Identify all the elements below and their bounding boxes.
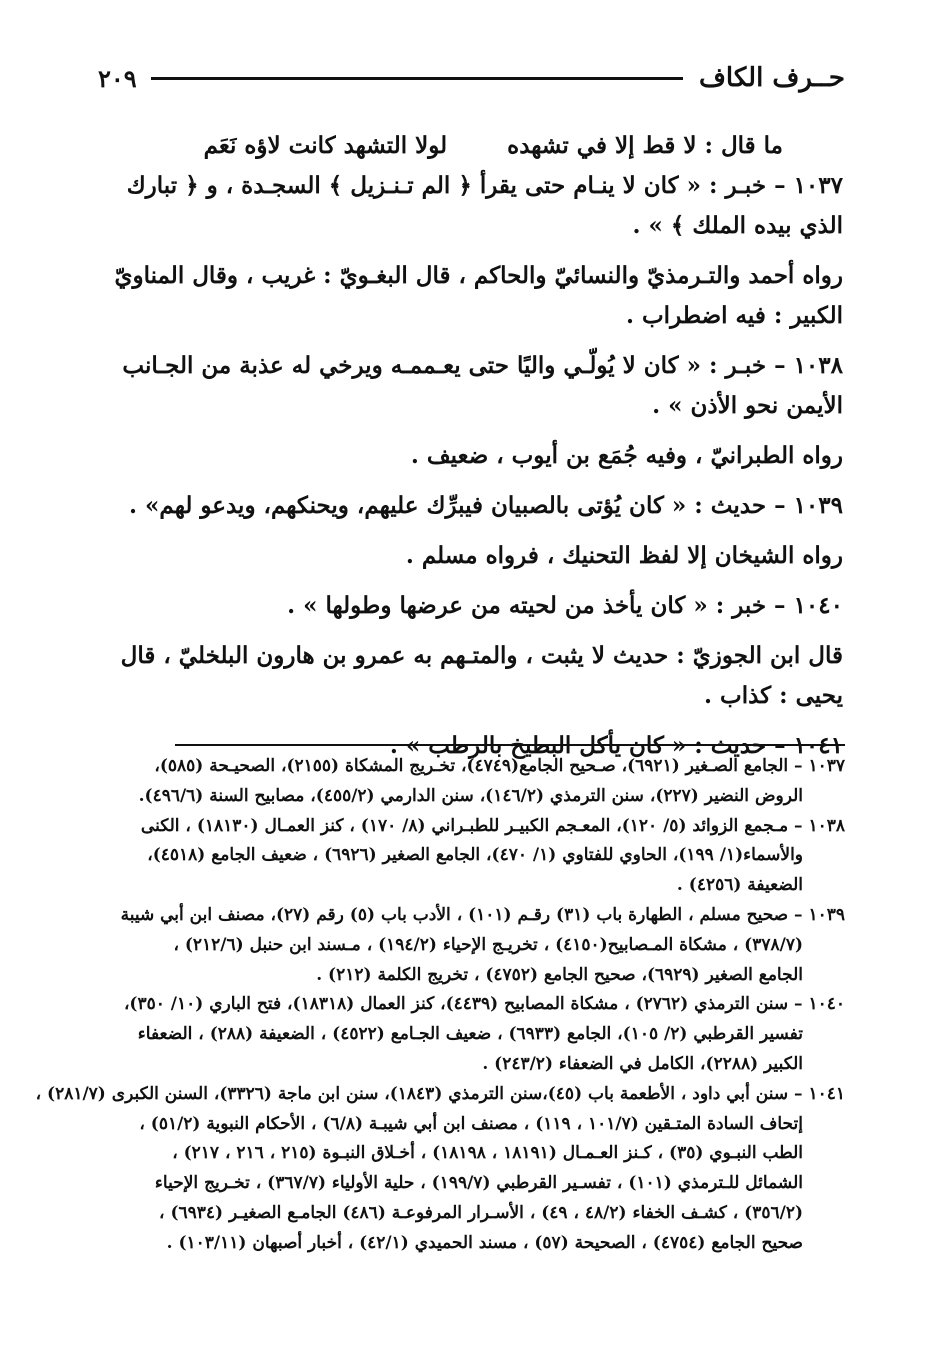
commentary-1039: رواه الشيخان إلا لفظ التحنيك ، فرواه مسلم .: [405, 542, 843, 569]
hadith-1038-line-2: الأيمن نحو الأذن » .: [652, 392, 843, 419]
hadith-1040: ١٠٤٠ – خبر : « كان يأخذ من لحيته من عرضها وطولها » .: [287, 592, 843, 619]
commentary-1040-line-1: قال ابن الجوزيّ : حديث لا يثبت ، والمتـهم به عمرو بن هارون البلخليّ ، قال: [120, 642, 843, 669]
header-rule: [151, 77, 683, 80]
hadith-1041: ١٠٤١ – حديث : « كان يأكل البطيخ بالرطب » .: [389, 732, 843, 759]
chapter-title: حــرف الكاف: [698, 63, 845, 93]
footnote-1037-line-1: ١٠٣٧ – الجامع الصـغير (٦٩٢١)، صـحيح الجامع(٤٧٤٩)، تخـريج المشكاة (٢١٥٥)، الصحيـحة (٥٨٥)،: [154, 756, 845, 776]
page-header: [98, 58, 845, 98]
footnote-1041-line-4: الشمائل للـترمذي (١٠١) ، تفسـير القرطبي (١٩٩/٧) ، حلية الأولياء (٣٦٧/٧) ، تخـريج الإحياء: [154, 1173, 803, 1194]
footnote-1041-line-1: ١٠٤١ – سنن أبي داود ، الأطعمة باب (٤٥)،سنن الترمذي (١٨٤٣)، سنن ابن ماجة (٣٣٢٦)، السنن الكبرى (٢٨١/٧) ،: [35, 1083, 845, 1104]
hadith-1037-line-2: الذي بيده الملك ﴾ » .: [632, 212, 843, 239]
hadith-1039: ١٠٣٩ – حديث : « كان يُؤتى بالصبيان فيبرِّك عليهم، ويحنكهم، ويدعو لهم» .: [129, 492, 843, 519]
verse-second-hemistich: لولا التشهد كانت لاؤه نَعَم: [203, 132, 448, 159]
commentary-1040-line-2: يحيى : كذاب .: [704, 682, 843, 709]
main-text: [100, 126, 843, 766]
footnote-separator: [175, 744, 845, 746]
footnote-1039-line-1: ١٠٣٩ – صحيح مسلم ، الطهارة باب (٣١) رقـم (١٠١) ، الأدب باب (٥) رقم (٢٧)، مصنف ابن أبي شيبة: [120, 904, 845, 925]
hadith-1037-line-1: ١٠٣٧ – خبـر : « كان لا ينـام حتى يقرأ ﴿ الم تـنـزيل ﴾ السجـدة ، و ﴿ تبارك: [126, 172, 843, 199]
commentary-1038: رواه الطبرانيّ ، وفيه جُمَع بن أيوب ، ضعيف .: [410, 442, 843, 469]
hadith-1038-line-1: ١٠٣٨ – خبـر : « كان لا يُولّـي واليًا حتى يعـممـه ويرخي له عذبة من الجـانب: [122, 352, 843, 379]
commentary-1037-line-2: الكبير : فيه اضطراب .: [626, 302, 843, 329]
footnote-1040-line-3: الكبير (٢٢٨٨)، الكامل في الضعفاء (٢٤٣/٢) .: [482, 1053, 803, 1074]
footnote-1037-line-2: الروض النضير (٢٢٧)، سنن الترمذي (١٤٦/٢)، سنن الدارمي (٤٥٥/٢)، مصابيح السنة (٤٩٦/٦).: [138, 785, 803, 806]
footnotes: [35, 752, 845, 1259]
verse-first-hemistich: ما قال : لا قط إلا في تشهده: [507, 132, 783, 159]
footnote-1041-line-3: الطب النبـوي (٣٥) ، كـنز العـمـال (١٨١٩١ ، ١٨١٩٨) ، أخـلاق النبـوة (٢١٥ ، ٢١٦ ، ٢١٧) ،: [172, 1143, 803, 1164]
footnote-1040-line-2: تفسير القرطبي (٢/ ١٠٥)، الجامع (٦٩٣٣) ، ضعيف الجـامع (٤٥٢٢) ، الضعيفة (٢٨٨) ، الضعفاء: [137, 1024, 803, 1045]
footnote-1038-line-1: ١٠٣٨ – مـجمع الزوائد (٥/ ١٢٠)، المعـجم الكبيـر للطبـراني (٨/ ١٧٠) ، كنز العمـال (١٨١٣٠) ، الكنى: [140, 815, 845, 836]
footnote-1041-line-2: إتحاف السادة المتـقين (١٠١/٧ ، ١١٩) ، مصنف ابن أبي شيبـة (٦/٨) ، الأحكام النبوية (٥١/٢) ،: [139, 1113, 803, 1134]
poetry-verse: [100, 126, 843, 166]
page-number: ٢٠٩: [98, 63, 137, 93]
footnote-1039-line-3: الجامع الصغير (٦٩٢٩)، صحيح الجامع (٤٧٥٢) ، تخريج الكلمة (٢١٢) .: [316, 964, 803, 985]
footnote-1041-line-5: (٣٥٦/٢) ، كشـف الخفاء (٤٨/٢ ، ٤٩) ، الأسـرار المرفوعـة (٤٨٦) الجامـع الصغيـر (٦٩٣٤) ،: [159, 1202, 803, 1223]
footnote-1038-line-3: الضعيفة (٤٢٥٦) .: [676, 875, 803, 896]
commentary-1037-line-1: رواه أحمد والتـرمذيّ والنسائيّ والحاكم ، قال البغـويّ : غريب ، وقال المناويّ: [114, 262, 843, 289]
footnote-1040-line-1: ١٠٤٠ – سنن الترمذي (٢٧٦٢) ، مشكاة المصابيح (٤٤٣٩)، كنز العمال (١٨٣١٨)، فتح الباري (١٠/ ٣٥٠)،: [123, 994, 845, 1015]
footnote-1039-line-2: (٣٧٨/٧) ، مشكاة المـصابيح(٤١٥٠) ، تخريـج الإحياء (١٩٤/٢) ، مـسند ابن حنبل (٢١٢/٦) ،: [173, 934, 803, 955]
footnote-1038-line-2: والأسماء(١/ ١٩٩)، الحاوي للفتاوي (١/ ٤٧٠)، الجامع الصغير (٦٩٢٦) ، ضعيف الجامع (٤٥١٨)،: [147, 845, 803, 866]
footnote-1041-line-6: صحيح الجامع (٤٧٥٤) ، الصحيحة (٥٧) ، مسند الحميدي (٤٢/١) ، أخبار أصبهان (١٠٣/١١) .: [166, 1232, 803, 1253]
